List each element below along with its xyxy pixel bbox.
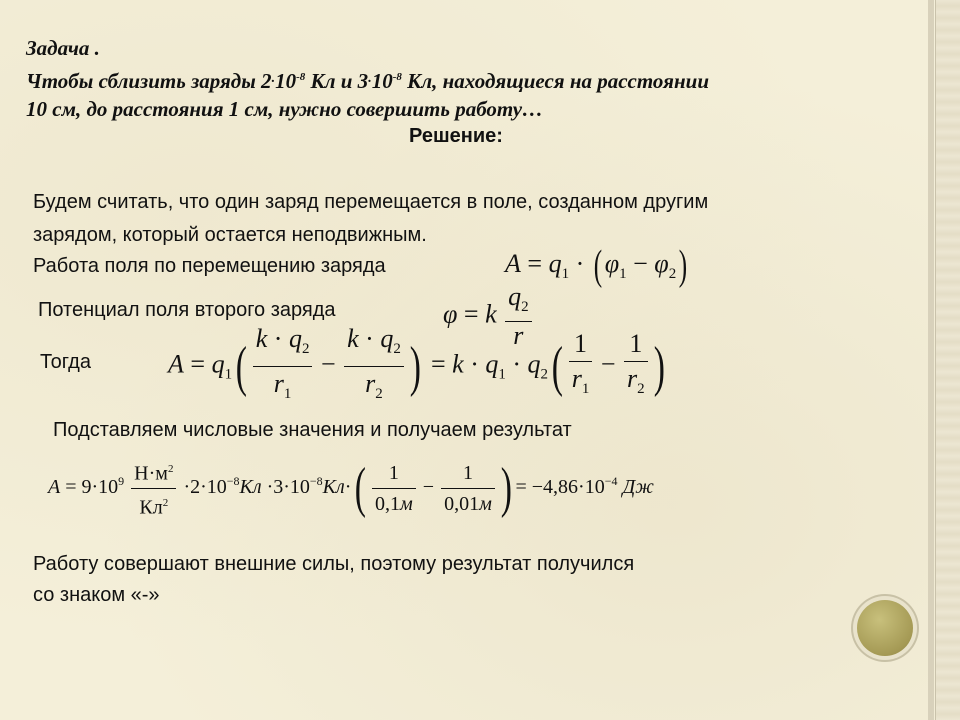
paragraph-line-1: Будем считать, что один заряд перемещается в поле, созданном другим (33, 191, 709, 213)
task-line-1: Чтобы сблизить заряды $2^.10^{-8}$ Кл и $3^.10^{-8}$ Кл, находящиеся на расстоянии (26, 69, 709, 93)
frame-border (935, 0, 960, 720)
task-line-2: 10 см, до расстояния 1 см, нужно совершить работу… (26, 97, 544, 121)
substitute-label: Подставляем числовые значения и получаем результат (53, 419, 572, 441)
decorative-circle (857, 600, 913, 656)
conclusion-line-1: Работу совершают внешние силы, поэтому результат получился (33, 553, 635, 575)
formula-numeric: $A = 9\cdot 10^9$ $\frac{Н\cdot м^2}{Кл^2}$ $\cdot 2\cdot 10^{-8}Кл \cdot 3\cdot 10^{-8}Кл\cdot$( $\frac{1}{0,1м}$ − $\frac{1}{0,01м}$ ) = $-4,86\cdot 10^{-4}$ Дж (48, 455, 654, 521)
formula-then: $A = q_1$( $\frac{k \cdot q_2}{r_1}$ − $\frac{k \cdot q_2}{r_2}$ ) = $k \cdot q_1 \cdot q_2$( $\frac{1}{r_1}$ − $\frac{1}{r_2}$ ) (168, 324, 665, 402)
then-label: Тогда (40, 351, 91, 373)
paragraph-line-2: зарядом, который остается неподвижным. (33, 224, 427, 246)
potential-label: Потенциал поля второго заряда (38, 299, 336, 321)
formula-potential: φ = k $\frac{q_2}{r}$ (443, 283, 534, 350)
conclusion-line-2: со знаком «-» (33, 584, 160, 606)
formula-work: $A = q_1$ · ( $\varphi_1 - \varphi_2$) (505, 243, 688, 289)
frame-edge (928, 0, 934, 720)
work-label: Работа поля по перемещению заряда (33, 255, 386, 277)
task-label: Задача . (26, 36, 100, 60)
solution-heading: Решение: (409, 125, 503, 147)
